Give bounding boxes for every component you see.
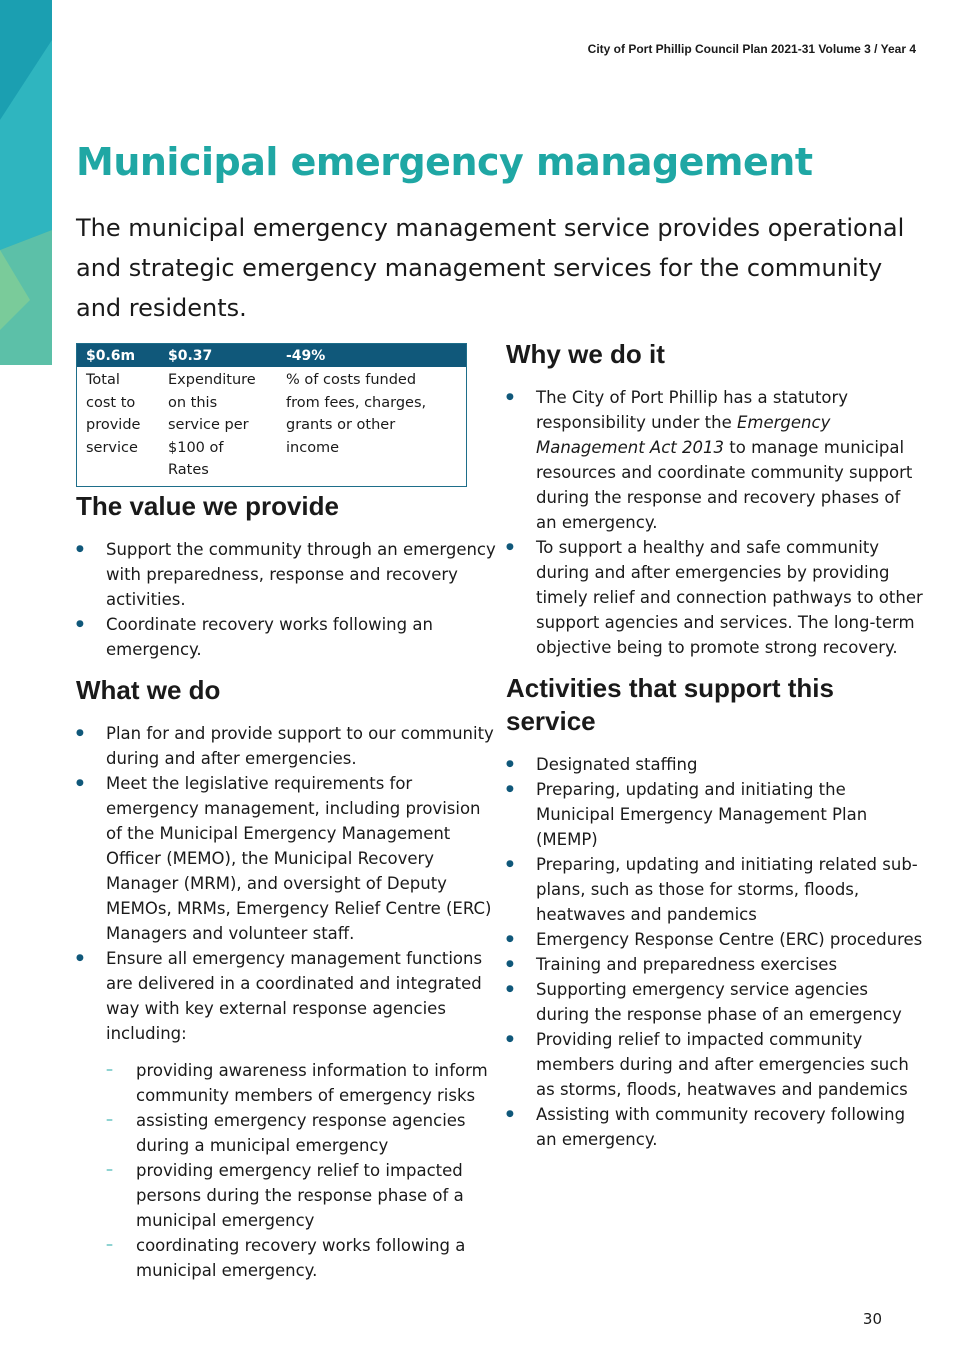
list-item: ● Assisting with community recovery following an emergency.	[506, 1102, 926, 1152]
table-header-cell: $0.6m	[77, 344, 160, 368]
list-item: ● Support the community through an emergency with preparedness, response and recovery activities.	[76, 537, 496, 612]
value-list	[76, 537, 496, 662]
sublist-item: – assisting emergency response agencies during a municipal emergency	[106, 1108, 496, 1158]
why-list	[506, 385, 926, 660]
cell-line: income	[286, 439, 340, 456]
table-cell	[77, 367, 160, 486]
table-cell	[277, 367, 467, 486]
what-section	[76, 674, 496, 1283]
decorative-corner-graphic	[0, 0, 52, 365]
right-column	[506, 338, 926, 1164]
value-heading: The value we provide	[76, 491, 339, 521]
list-item	[76, 946, 496, 1283]
list-item: ● Meet the legislative requirements for emergency management, including provision of the Municipal Emergency Management Officer (MEMO), the Municipal Recovery Manager (MRM), and oversight of Deputy MEMOs, MRMs, Emergency Relief Centre (ERC) Managers and volunteer staff.	[76, 771, 496, 946]
cell-line: $100 of Rates	[168, 439, 224, 478]
cell-line: on this	[168, 394, 218, 411]
what-sublist	[106, 1058, 496, 1283]
list-item: ● Coordinate recovery works following an emergency.	[76, 612, 496, 662]
list-item: ● Providing relief to impacted community members during and after emergencies such as storms, floods, heatwaves and pandemics	[506, 1027, 926, 1102]
why-heading: Why we do it	[506, 339, 665, 369]
cell-line: from fees, charges,	[286, 394, 427, 411]
table-header-cell: -49%	[277, 344, 467, 368]
activities-heading: Activities that support this service	[506, 673, 834, 736]
cost-summary-table	[76, 343, 467, 487]
table-header-row	[77, 344, 467, 368]
list-item	[506, 385, 926, 535]
sublist-item: – providing awareness information to inform community members of emergency risks	[106, 1058, 496, 1108]
list-item: ● Preparing, updating and initiating the Municipal Emergency Management Plan (MEMP)	[506, 777, 926, 852]
cell-line: service per	[168, 417, 249, 433]
cell-line: Total	[86, 372, 120, 388]
cell-line: Expenditure	[168, 372, 256, 388]
why-section	[506, 338, 926, 660]
table-header-cell: $0.37	[159, 344, 277, 368]
list-item: ● Preparing, updating and initiating related sub-plans, such as those for storms, floods, heatwaves and pandemics	[506, 852, 926, 927]
cell-line: provide	[86, 417, 141, 433]
activities-section	[506, 672, 926, 1152]
list-item: ● Training and preparedness exercises	[506, 952, 926, 977]
intro-paragraph: The municipal emergency management service provides operational and strategic emergency management services for the community and residents.	[76, 214, 905, 322]
sublist-item: – coordinating recovery works following a municipal emergency.	[106, 1233, 496, 1283]
what-list	[76, 721, 496, 1283]
cell-line: cost to	[86, 394, 136, 411]
list-item: ● Plan for and provide support to our community during and after emergencies.	[76, 721, 496, 771]
list-item-text: to manage municipal resources and coordinate community support during the response and recovery phases of an emergency.	[536, 438, 913, 532]
cell-line: service	[86, 439, 138, 456]
list-item: ● Supporting emergency service agencies during the response phase of an emergency	[506, 977, 926, 1027]
list-item: ● Designated staffing	[506, 752, 926, 777]
table-row	[77, 367, 467, 486]
document-header: City of Port Phillip Council Plan 2021-31 Volume 3 / Year 4	[587, 42, 916, 56]
list-item: ● To support a healthy and safe community during and after emergencies by providing timely relief and connection pathways to other support agencies and services. The long-term objective being to promote strong recovery.	[506, 535, 926, 660]
act-title: Emergency Management Act 2013	[536, 413, 831, 457]
table-cell	[159, 367, 277, 486]
activities-list	[506, 752, 926, 1152]
cell-line: grants or other	[286, 417, 396, 433]
what-heading: What we do	[76, 675, 221, 705]
list-item: ● Emergency Response Centre (ERC) procedures	[506, 927, 926, 952]
sublist-item: – providing emergency relief to impacted persons during the response phase of a municipal emergency	[106, 1158, 496, 1233]
list-item-text: Ensure all emergency management functions are delivered in a coordinated and integrated way with key external response agencies including:	[106, 949, 483, 1043]
value-section	[76, 490, 496, 662]
page-number: 30	[862, 1310, 882, 1328]
page-title: Municipal emergency management	[76, 140, 813, 184]
list-item-text: The City of Port Phillip has a statutory responsibility under the	[536, 388, 849, 432]
cell-line: % of costs funded	[286, 372, 417, 388]
left-column	[76, 490, 496, 1295]
